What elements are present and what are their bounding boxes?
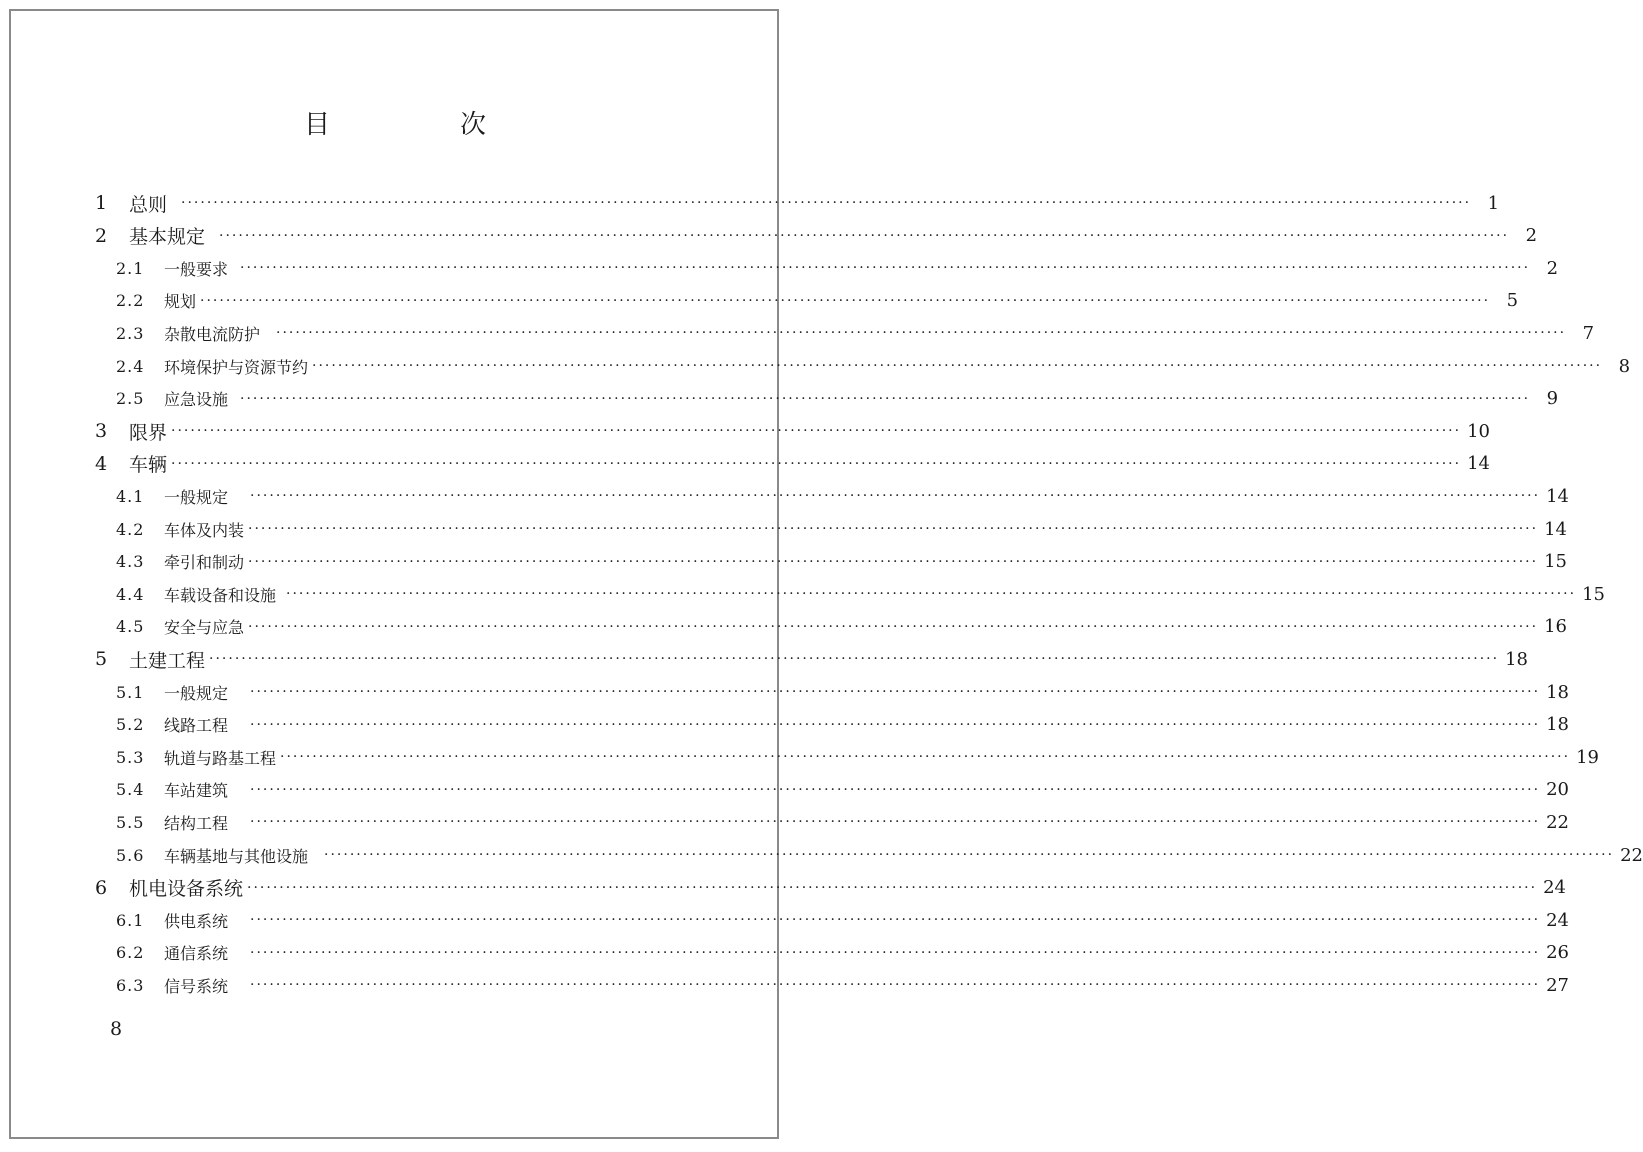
toc-leader-dots: ········································································································································································································ [240,260,1531,277]
toc-entry-title: 机电设备系统 [129,878,244,901]
toc-entry-number: 2.5 [116,389,145,409]
toc-entry-page: 7 [1582,322,1595,344]
toc-entry-page: 24 [1543,877,1566,899]
toc-entry-number: 5.4 [116,780,145,800]
toc-entry-title: 牵引和制动 [164,553,245,573]
toc-entry-page: 14 [1544,518,1567,540]
toc-entry-number: 4.4 [116,584,145,604]
toc-entry-page: 5 [1506,290,1519,312]
toc-entry-title: 基本规定 [129,226,206,249]
toc-entry-title: 杂散电流防护 [164,324,261,344]
toc-leader-dots: ········································································································································································································ [250,781,1541,798]
toc-entry-number: 5.3 [116,747,145,767]
toc-entry[interactable] [116,578,1605,610]
toc-entry[interactable] [116,969,1569,1001]
toc-entry-number: 2.4 [116,356,145,376]
toc-entry[interactable] [116,546,1567,578]
toc-entry-title: 通信系统 [164,944,229,964]
toc-entry-title: 一般要求 [164,259,229,279]
toc-entry[interactable] [116,317,1595,349]
toc-entry-page: 16 [1544,616,1567,638]
toc-entry[interactable] [116,285,1519,317]
toc-leader-dots: ········································································································································································································ [324,847,1615,863]
toc-leader-dots: ········································································································································································································ [171,423,1462,440]
toc-entry-title: 供电系统 [164,911,229,931]
toc-entry-title: 车载设备和设施 [164,585,277,605]
toc-entry[interactable] [116,741,1599,773]
toc-entry[interactable] [116,350,1631,382]
toc-entry[interactable] [116,904,1569,936]
toc-entry-page: 14 [1546,485,1569,507]
toc-entry[interactable] [116,676,1569,708]
toc-entry-page: 19 [1576,746,1599,768]
toc-entry-page: 1 [1487,192,1500,214]
toc-leader-dots: ········································································································································································································ [171,455,1462,472]
toc-entry-number: 4.5 [116,617,145,637]
toc-entry-title: 车辆 [129,454,168,477]
footer-page-number: 8 [110,1018,123,1040]
toc-entry-title: 限界 [129,421,168,444]
toc-entry-number: 2.3 [116,323,145,343]
toc-leader-dots: ········································································································································································································ [248,521,1539,537]
toc-entry-number: 5.6 [116,845,145,865]
toc-entry[interactable] [116,774,1569,806]
toc-entry-title: 车站建筑 [164,781,229,801]
toc-entry-number: 6 [95,876,109,899]
toc-entry-page: 2 [1546,257,1559,279]
toc-entry-page: 22 [1546,811,1569,833]
toc-entry-title: 结构工程 [164,813,229,833]
toc-entry-title: 轨道与路基工程 [164,748,277,768]
toc-entry-number: 4.3 [116,552,145,572]
toc-entry[interactable] [116,839,1643,871]
toc-leader-dots: ········································································································································································································ [250,814,1541,831]
toc-leader-dots: ········································································································································································································ [250,977,1541,994]
toc-leader-dots: ········································································································································································································ [312,358,1603,374]
toc-entry-page: 15 [1582,583,1605,605]
toc-leader-dots: ········································································································································································································ [250,944,1541,961]
toc-leader-dots: ········································································································································································································ [181,195,1472,211]
toc-entry[interactable] [116,611,1567,643]
toc-leader-dots: ········································································································································································································ [250,716,1541,733]
toc-entry[interactable] [116,937,1569,969]
toc-leader-dots: ········································································································································································································ [209,651,1500,668]
toc-entry-page: 24 [1546,909,1569,931]
toc-entry-title: 一般规定 [164,683,229,703]
toc-leader-dots: ········································································································································································································ [250,912,1541,929]
toc-entry[interactable] [116,709,1569,741]
toc-leader-dots: ········································································································································································································ [247,879,1538,896]
toc-entry-number: 4.1 [116,486,145,506]
toc-entry-number: 5.2 [116,715,145,735]
toc-entry-title: 环境保护与资源节约 [164,357,309,377]
toc-entry-number: 2.2 [116,291,145,311]
toc-entry[interactable] [95,872,1566,904]
toc-entry-page: 15 [1544,551,1567,573]
toc-entry-page: 27 [1546,974,1569,996]
toc-entry-title: 应急设施 [164,390,229,410]
toc-entry-page: 2 [1525,225,1538,247]
toc-leader-dots: ········································································································································································································ [200,292,1491,309]
toc-entry-page: 26 [1546,942,1569,964]
toc-entry-number: 4 [95,452,109,475]
toc-entry-number: 3 [95,420,109,443]
toc-entry-page: 9 [1546,388,1559,410]
page-title: 目 次 [303,110,538,140]
toc-entry-number: 6.1 [116,910,145,930]
toc-entry-page: 18 [1505,648,1528,670]
toc-entry[interactable] [95,220,1538,252]
toc-entry-title: 线路工程 [164,716,229,736]
toc-leader-dots: ········································································································································································································ [286,586,1577,603]
toc-entry-number: 1 [95,192,109,214]
toc-leader-dots: ········································································································································································································ [248,618,1539,635]
toc-leader-dots: ········································································································································································································ [250,684,1541,700]
toc-entry-page: 22 [1620,844,1643,866]
toc-entry[interactable] [116,806,1569,838]
toc-entry-page: 10 [1467,420,1490,442]
toc-entry-title: 土建工程 [129,649,206,672]
toc-entry[interactable] [116,480,1569,512]
toc-entry[interactable] [116,383,1559,415]
toc-entry[interactable] [95,643,1528,675]
toc-entry-number: 2 [95,224,109,247]
toc-leader-dots: ········································································································································································································ [250,488,1541,505]
toc-entry[interactable] [95,187,1500,219]
toc-entry[interactable] [95,448,1490,480]
toc-entry-number: 5 [95,648,109,671]
toc-entry-page: 8 [1618,355,1631,377]
toc-entry-number: 2.1 [116,258,145,278]
toc-entry-page: 18 [1546,681,1569,703]
toc-entry-title: 车辆基地与其他设施 [164,846,309,866]
toc-entry-page: 14 [1467,453,1490,475]
toc-entry-title: 安全与应急 [164,618,245,638]
toc-entry-page: 20 [1546,779,1569,801]
toc-entry-title: 总则 [129,193,168,216]
toc-entry-page: 18 [1546,714,1569,736]
toc-entry-number: 6.3 [116,975,145,995]
toc-entry-number: 6.2 [116,943,145,963]
toc-entry-number: 5.1 [116,682,145,702]
toc-leader-dots: ········································································································································································································ [276,325,1567,342]
toc-entry-number: 5.5 [116,812,145,832]
toc-leader-dots: ········································································································································································································ [240,390,1531,407]
toc-entry-title: 一般规定 [164,487,229,507]
toc-leader-dots: ········································································································································································································ [248,553,1539,570]
toc-entry[interactable] [95,415,1490,447]
toc-entry-title: 规划 [164,292,197,312]
toc-entry[interactable] [116,252,1559,284]
toc-leader-dots: ········································································································································································································ [219,227,1510,244]
toc-entry[interactable] [116,513,1567,545]
toc-entry-title: 信号系统 [164,976,229,996]
toc-entry-title: 车体及内装 [164,520,245,540]
toc-leader-dots: ········································································································································································································ [280,749,1571,766]
toc-entry-number: 4.2 [116,519,145,539]
